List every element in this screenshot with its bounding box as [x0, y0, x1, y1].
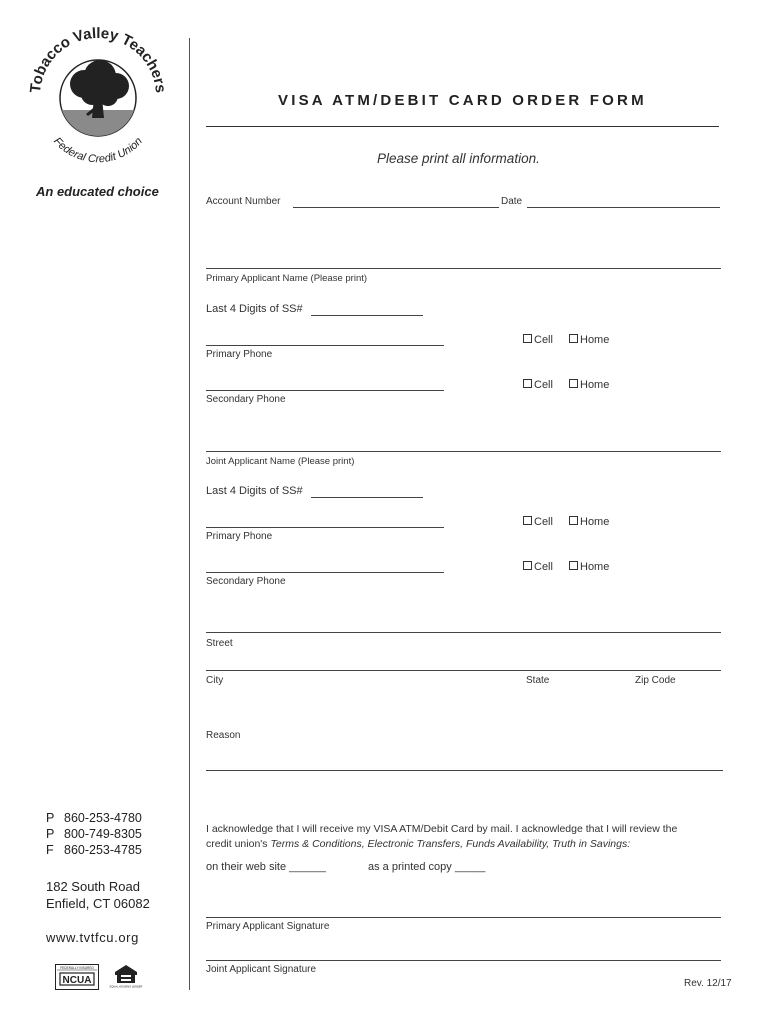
joint-name-field[interactable] [206, 451, 721, 452]
ack-line-1: I acknowledge that I will receive my VISA ATM/Debit Card by mail. I acknowledge that I will review the [206, 823, 678, 835]
joint-secondary-phone-label: Secondary Phone [206, 576, 286, 587]
revision-label: Rev. 12/17 [684, 978, 732, 989]
contact-phones [46, 810, 142, 858]
title-rule [206, 126, 719, 127]
ack-line-2: credit union's Terms & Conditions, Electronic Transfers, Funds Availability, Truth in Savings: [206, 838, 631, 850]
state-label: State [526, 675, 550, 686]
primary-name-label: Primary Applicant Name (Please print) [206, 273, 368, 284]
account-number-label: Account Number [206, 196, 281, 207]
joint-primary-phone-label: Primary Phone [206, 531, 273, 542]
joint-signature-field[interactable] [206, 960, 721, 961]
street-label: Street [206, 638, 233, 649]
equal-housing-text: EQUAL HOUSING LENDER [109, 985, 143, 989]
primary-phone-cell-checkbox[interactable]: Cell [523, 334, 553, 346]
fax-line: F 860-253-4785 [46, 843, 142, 857]
logo-arc-top: Tobacco Valley Teachers [28, 24, 168, 94]
joint-secondary-phone-field[interactable] [206, 572, 444, 573]
primary-ssn-label: Last 4 Digits of SS# [206, 303, 303, 315]
primary-phone-field[interactable] [206, 345, 444, 346]
vertical-divider [189, 38, 190, 990]
joint-secondary-home-checkbox[interactable]: Home [569, 561, 609, 573]
joint-secondary-cell-checkbox[interactable]: Cell [523, 561, 553, 573]
date-label: Date [501, 196, 523, 207]
website-link[interactable]: www.tvtfcu.org [46, 930, 139, 945]
primary-signature-field[interactable] [206, 917, 721, 918]
equal-housing-icon [109, 964, 143, 990]
primary-phone-label: Primary Phone [206, 349, 273, 360]
acknowledgement-text [206, 822, 726, 852]
primary-signature-label: Primary Applicant Signature [206, 921, 330, 932]
primary-phone-home-checkbox[interactable]: Home [569, 334, 609, 346]
reason-field[interactable] [206, 770, 723, 771]
reason-label: Reason [206, 730, 241, 741]
svg-text:Federal Credit Union [51, 135, 145, 165]
tagline: An educated choice [36, 184, 159, 199]
credit-union-logo [28, 18, 168, 178]
secondary-phone-label: Secondary Phone [206, 394, 286, 405]
city-state-zip-field[interactable] [206, 670, 721, 671]
secondary-phone-cell-checkbox[interactable]: Cell [523, 379, 553, 391]
joint-name-label: Joint Applicant Name (Please print) [206, 456, 355, 467]
address-line-2: Enfield, CT 06082 [46, 896, 150, 911]
joint-primary-phone-field[interactable] [206, 527, 444, 528]
secondary-phone-home-checkbox[interactable]: Home [569, 379, 609, 391]
address-line-1: 182 South Road [46, 879, 140, 894]
ncua-text: NCUA [62, 975, 92, 986]
joint-primary-home-checkbox[interactable]: Home [569, 516, 609, 528]
printed-copy-option[interactable]: as a printed copy _____ [368, 861, 486, 873]
street-field[interactable] [206, 632, 721, 633]
account-number-field[interactable] [293, 207, 499, 208]
joint-primary-cell-checkbox[interactable]: Cell [523, 516, 553, 528]
ncua-small-text: FEDERALLY INSURED [60, 966, 94, 970]
phone-line-2: P 800-749-8305 [46, 827, 142, 841]
web-copy-option[interactable]: on their web site ______ [206, 861, 326, 873]
zip-label: Zip Code [635, 675, 676, 686]
phone-line-1: P 860-253-4780 [46, 811, 142, 825]
primary-name-field[interactable] [206, 268, 721, 269]
mailing-address [46, 878, 150, 912]
joint-signature-label: Joint Applicant Signature [206, 964, 317, 975]
date-field[interactable] [527, 207, 720, 208]
form-subtitle: Please print all information. [377, 151, 540, 166]
secondary-phone-field[interactable] [206, 390, 444, 391]
form-title: VISA ATM/DEBIT CARD ORDER FORM [278, 92, 647, 109]
logo-arc-bottom: Federal Credit Union [51, 135, 145, 166]
primary-ssn-field[interactable] [311, 315, 423, 316]
joint-ssn-field[interactable] [311, 497, 423, 498]
ncua-logo [55, 964, 99, 990]
joint-ssn-label: Last 4 Digits of SS# [206, 485, 303, 497]
city-label: City [206, 675, 224, 686]
